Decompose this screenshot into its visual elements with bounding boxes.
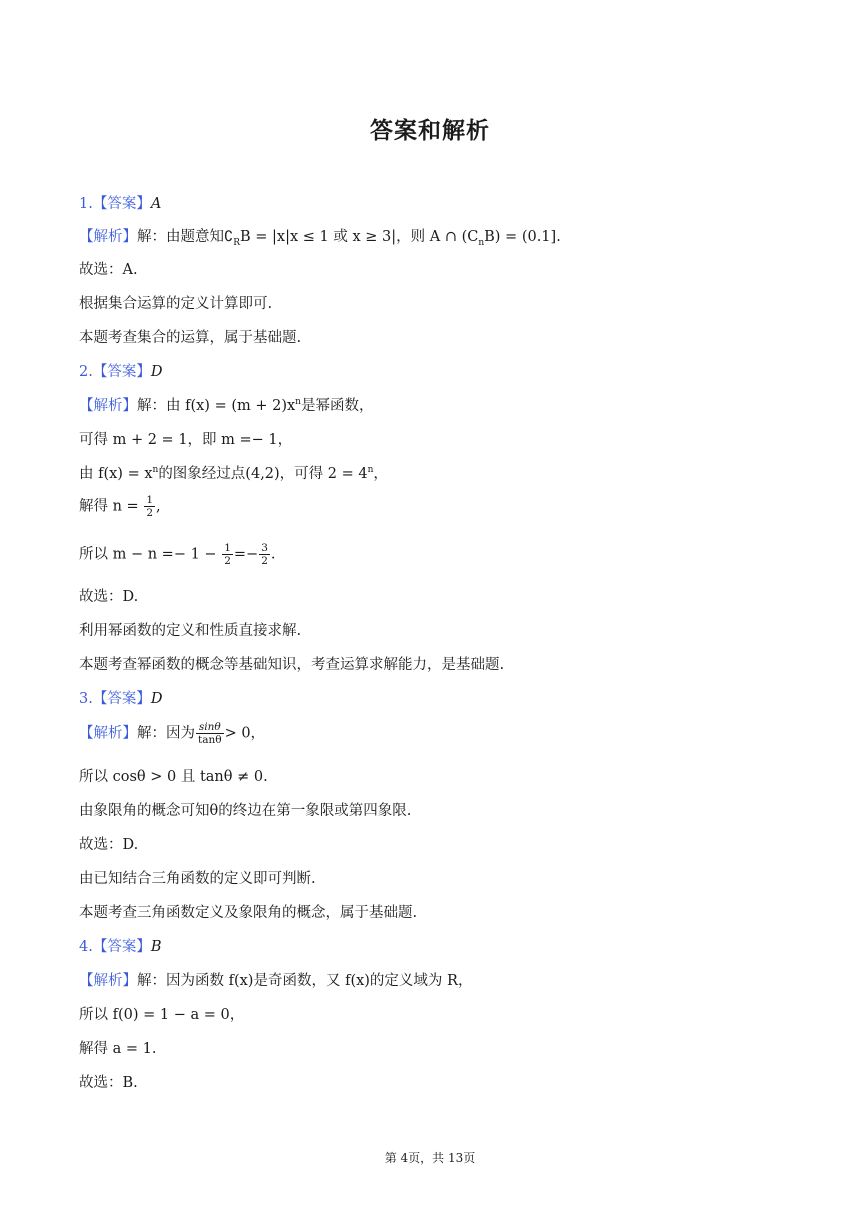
q4-line-2: 所以 f(0) = 1 − a = 0， [79,1007,245,1023]
q2-text-5a: 所以 m − n =− 1 − [79,546,217,563]
q3-analysis-line-1 [79,721,265,746]
q3-analysis-tag: 【解析】 [79,725,137,742]
q4-answer-head: 4.【答案】 [79,939,151,955]
q2-analysis-tag: 【解析】 [79,398,137,414]
q1-text-1c: B) = (0.1]. [484,229,561,245]
q3-answer-value: D [150,691,163,707]
q4-analysis-line-1 [79,969,472,990]
page-footer: 第 4页，共 13页 [384,1151,476,1165]
q2-fraction-2 [222,542,233,567]
q2-text-3a: 由 f(x) = x [79,466,153,482]
q2-line-3 [79,462,388,483]
q2-frac2-den: 2 [224,555,231,567]
q2-frac2-num: 1 [224,542,231,554]
q2-answer-head: 2.【答案】 [79,364,151,380]
q2-text-5c: . [270,546,276,563]
q2-sup-3b: n [367,465,374,476]
q2-fraction-3 [259,542,270,567]
q2-line-4 [79,494,161,519]
q2-frac3-den: 2 [261,555,268,567]
q4-analysis-tag: 【解析】 [79,973,137,989]
q3-answer-head: 3.【答案】 [79,691,151,707]
q2-line-8: 本题考查幂函数的概念等基础知识，考查运算求解能力，是基础题. [79,657,505,673]
q1-answer-line [79,192,161,213]
q2-sup-1: n [295,397,301,408]
q3-line-2: 所以 cosθ > 0 且 tanθ ≠ 0. [79,769,268,785]
q2-frac3-num: 3 [261,542,268,554]
q2-text-4a: 解得 n = [79,498,139,515]
q2-text-3b: 的图象经过点(4,2)，可得 2 = 4 [158,466,368,482]
q2-line-2: 可得 m + 2 = 1，即 m =− 1， [79,432,293,448]
q1-sub-1: R [233,237,241,248]
q2-sup-3: n [152,465,159,476]
q1-line-2: 故选：A. [79,262,138,278]
q2-frac-den: 2 [146,507,154,519]
q1-analysis-tag: 【解析】 [79,229,137,245]
q1-analysis-line-1 [79,225,561,248]
q2-text-1a: 解：由 f(x) = (m + 2)x [137,398,296,414]
q2-text-3c: ， [373,466,388,482]
q2-analysis-line-1 [79,394,373,415]
q1-text-1a: 解：由题意知∁ [137,229,234,245]
q2-fraction-1 [144,494,155,519]
q4-line-4: 故选：B. [79,1075,138,1091]
q4-answer-value: B [150,939,162,955]
q2-text-1b: 是幂函数， [300,398,374,414]
q3-fraction [196,721,224,746]
q2-text-4b: , [156,498,161,515]
q2-line-5 [79,542,275,567]
q1-text-1b: B = |x|x ≤ 1 或 x ≥ 3|，则 A ∩ (C [240,229,479,245]
q2-frac-num: 1 [146,494,154,506]
q3-line-4: 故选：D. [79,837,139,853]
page-title: 答案和解析 [370,118,490,144]
q1-line-3: 根据集合运算的定义计算即可. [79,296,273,312]
q3-line-5: 由已知结合三角函数的定义即可判断. [79,871,316,887]
q1-answer-value: A [150,196,162,212]
q3-frac-den: tanθ [198,734,222,746]
q2-answer-line [79,360,162,381]
q1-answer-head: 1.【答案】 [79,196,151,212]
q2-text-5b: =− [233,546,259,563]
q4-line-3: 解得 a = 1. [79,1041,157,1057]
q2-line-6: 故选：D. [79,589,139,605]
q3-text-1a: 解：因为 [137,725,195,742]
q3-answer-line [79,687,162,708]
q2-answer-value: D [150,364,163,380]
q3-text-1b: > 0， [224,725,266,742]
q3-line-6: 本题考查三角函数定义及象限角的概念，属于基础题. [79,905,418,921]
q2-line-7: 利用幂函数的定义和性质直接求解. [79,623,302,639]
q3-frac-num: sinθ [196,721,224,734]
q1-sub-2: n [478,237,485,248]
q4-text-1: 解：因为函数 f(x)是奇函数，又 f(x)的定义域为 R， [137,973,473,989]
q1-line-4: 本题考查集合的运算，属于基础题. [79,330,302,346]
q4-answer-line [79,935,162,956]
q3-line-3: 由象限角的概念可知θ的终边在第一象限或第四象限. [79,803,412,819]
